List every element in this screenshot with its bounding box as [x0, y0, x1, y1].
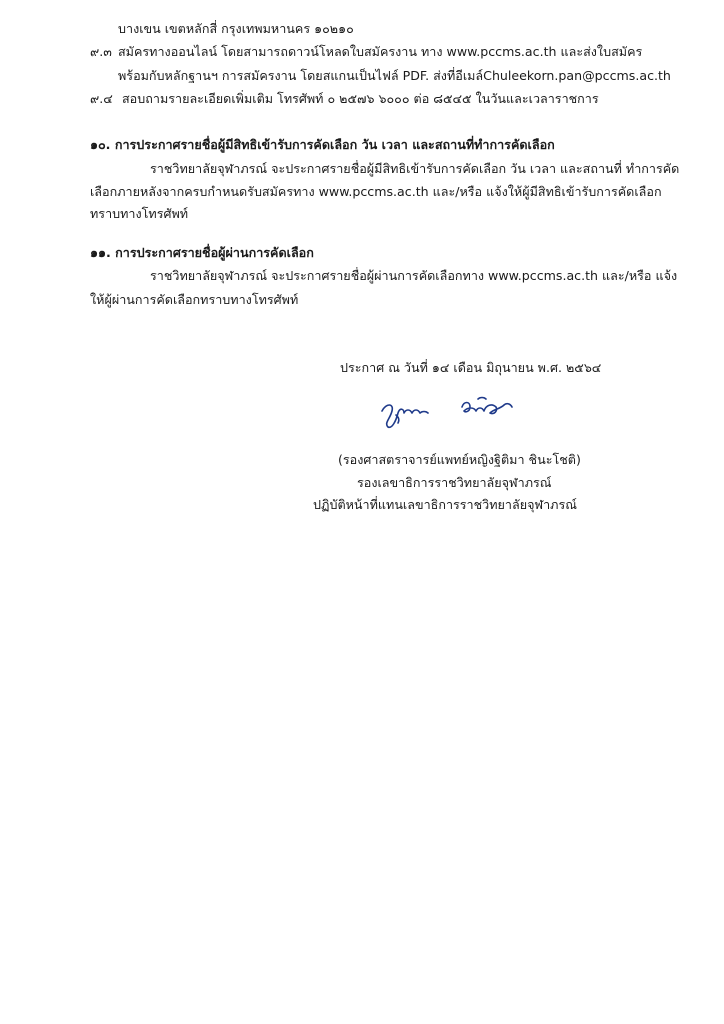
section-10-line2: เลือกภายหลังจากครบกำหนดรับสมัครทาง www.pccms.ac.th และ/หรือ แจ้งให้ผู้มีสิทธิเข้ารับการคัดเลือก — [90, 184, 662, 199]
item-9-3-line1: สมัครทางออนไลน์ โดยสามารถดาวน์โหลดใบสมัครงาน ทาง www.pccms.ac.th และส่งใบสมัคร — [118, 44, 643, 59]
section-10-line3: ทราบทางโทรศัพท์ — [90, 206, 189, 221]
signer-acting-position: ปฏิบัติหน้าที่แทนเลขาธิการราชวิทยาลัยจุฬาภรณ์ — [313, 497, 577, 512]
item-9-3-line2: พร้อมกับหลักฐานฯ การสมัครงาน โดยสแกนเป็นไฟล์ PDF. ส่งที่อีเมล์Chuleekorn.pan@pccms.ac.th — [118, 68, 671, 83]
section-10-heading: ๑๐. การประกาศรายชื่อผู้มีสิทธิเข้ารับการคัดเลือก วัน เวลา และสถานที่ทำการคัดเลือก — [90, 137, 555, 152]
signer-position: รองเลขาธิการราชวิทยาลัยจุฬาภรณ์ — [357, 475, 552, 490]
item-9-4-text: สอบถามรายละเอียดเพิ่มเติม โทรศัพท์ ๐ ๒๕๗๖ ๖๐๐๐ ต่อ ๘๕๔๕ ในวันและเวลาราชการ — [122, 91, 599, 106]
item-9-4-number: ๙.๔ — [90, 91, 113, 106]
section-10-line1: ราชวิทยาลัยจุฬาภรณ์ จะประกาศรายชื่อผู้มีสิทธิเข้ารับการคัดเลือก วัน เวลา และสถานที่ ทำการคัด — [150, 161, 680, 176]
signer-name: (รองศาสตราจารย์แพทย์หญิงฐิติมา ชินะโชติ) — [338, 452, 581, 467]
section-11-line2: ให้ผู้ผ่านการคัดเลือกทราบทางโทรศัพท์ — [90, 292, 299, 307]
item-9-3-number: ๙.๓ — [90, 44, 112, 59]
signature-image — [378, 393, 528, 433]
section-11-line1: ราชวิทยาลัยจุฬาภรณ์ จะประกาศรายชื่อผู้ผ่านการคัดเลือกทาง www.pccms.ac.th และ/หรือ แจ้ง — [150, 268, 678, 283]
announcement-date: ประกาศ ณ วันที่ ๑๔ เดือน มิถุนายน พ.ศ. ๒๕๖๔ — [340, 360, 602, 375]
address-line: บางเขน เขตหลักสี่ กรุงเทพมหานคร ๑๐๒๑๐ — [118, 21, 354, 36]
section-11-heading: ๑๑. การประกาศรายชื่อผู้ผ่านการคัดเลือก — [90, 245, 314, 260]
